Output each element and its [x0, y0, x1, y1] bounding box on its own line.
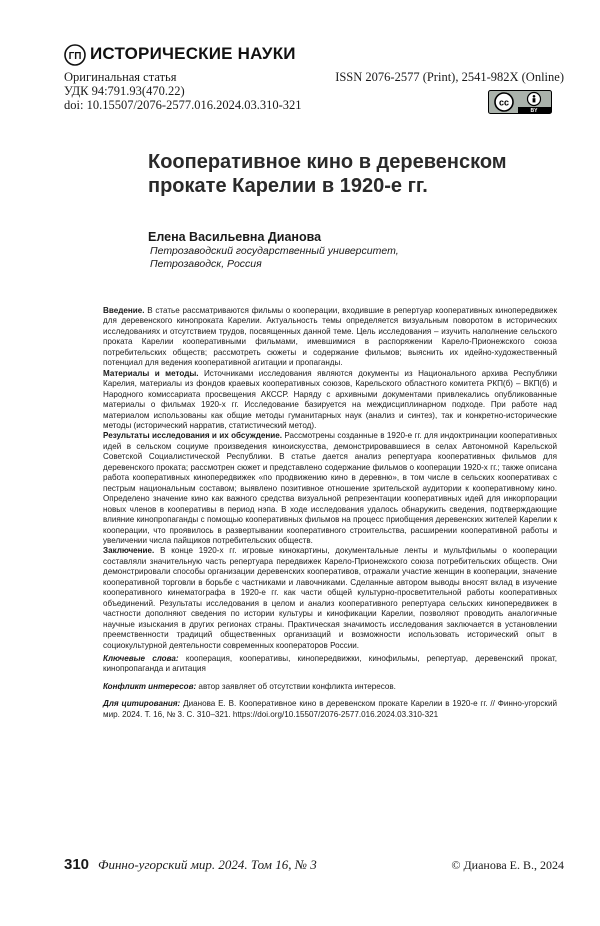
- article-type: Оригинальная статья: [64, 70, 177, 84]
- svg-text:BY: BY: [530, 108, 538, 114]
- methods-label: Материалы и методы.: [103, 368, 199, 378]
- citation-label: Для цитирования:: [103, 699, 181, 709]
- citation-text: Дианова Е. В. Кооперативное кино в деревенском прокате Карелии в 1920-е гг. // Финно-угорский мир. 2024. Т. 16, № 3. С. 310–321. https://doi.org/10.15507/2076-2577.016.2024.03.310-321: [103, 699, 557, 719]
- results-text: Рассмотрены созданные в 1920-е гг. для индоктринации кооперативных идей в сельском социуме произведения киноискусства, демонстрировавшиеся в селах Автономной Карельской Советской Социалистической Республики. В статье дается анализ репертуара кооперативных фильмов для деревенского проката; рассмотрен сюжет и представлено содержание фильмов о кооперации 1920-х гг.; также описана работа кооперативных кинопередвижек «по продвижению кино в деревню», в том числе в сельских кооперативах с пестрым национальным составом; выявлено позитивное отношение зрительской аудитории к кооперативному кино. Определено значение кино как важного средства визуальной репрезентации кооперативных идей для инкорпорации новых членов в кооперативы в период нэпа. В ходе исследования удалось обнаружить сведения, подтверждающие влияние кинопропаганды с помощью кооперативных фильмов на процесс приобщения деревенских жителей Карелии к кооперации, что проявилось в развертывании кооперативного строительства, расширении кооперативной работы и увеличении числа пайщиков потребительских обществ.: [103, 431, 557, 545]
- conflict-of-interest: [103, 682, 557, 692]
- keywords-text: кооперация, кооперативы, кинопередвижки, кинофильмы, репертуар, деревенский прокат, кинопропаганда и агитация: [103, 653, 557, 674]
- journal-issue: Финно-угорский мир. 2024. Том 16, № 3: [98, 857, 317, 872]
- abstract-results: [103, 431, 557, 546]
- intro-text: В статье рассматриваются фильмы о кооперации, входившие в репертуар кооперативных кинопередвижек для деревенского кинопроката Карелии. Актуальность темы определяется визуальным поворотом в исторических исследованиях и отсутствием трудов, посвященных данной теме. Цель исследования – изучить наполнение сельского проката Карелии кооперативными фильмами, имевшимися в распоряжении Карело-Прионежского союза потребительских обществ; рассмотреть сюжеты и содержание фильмов; выяснить их идейно-художественный потенциал для ведения кооперативной агитации и пропаганды.: [103, 306, 557, 368]
- issn-info: ISSN 2076-2577 (Print), 2541-982X (Online): [335, 70, 564, 84]
- conclusion-text: В конце 1920-х гг. игровые кинокартины, документальные ленты и мультфильмы о кооперации составляли значительную часть репертуара передвижек Карело-Прионежского союза потребительских обществ. Они демонстрировали способы организации деревенских кооперативов, отражали участие женщин в кооперации, значение кооперативной торговли в борьбе с частниками и лавочниками. Сделанные автором выводы вносят вклад в изучение кооперативного кинематографа в 1920-е гг. как части общей культурно-просветительной работы кооперативных объединений. Результаты исследования в целом и анализ кооперативного репертуара сельских кинопередвижек в частности дополняют сведения по истории культуры и кинофикации Карелии, позволяют проводить аналогичные научные изыскания в других регионах страны. Практическая значимость исследования заключается в установлении преемственности традиций общественных организаций и возможности использовать исторический опыт в социокультурной деятельности современных кооператоров России.: [103, 546, 557, 650]
- udk-code: УДК 94:791.93(470.22): [64, 84, 185, 98]
- abstract-introduction: [103, 306, 557, 369]
- keywords-label: Ключевые слова:: [103, 653, 179, 663]
- abstract: [103, 306, 557, 720]
- article-title: Кооперативное кино в деревенском прокате Карелии в 1920-е гг.: [148, 151, 507, 197]
- copyright-notice: © Дианова Е. В., 2024: [451, 858, 564, 872]
- conclusion-label: Заключение.: [103, 546, 155, 556]
- results-label: Результаты исследования и их обсуждение.: [103, 431, 283, 441]
- affiliation-city: Петрозаводск, Россия: [150, 258, 262, 270]
- author-name: Елена Васильевна Дианова: [148, 230, 322, 244]
- conflict-label: Конфликт интересов:: [103, 681, 197, 691]
- abstract-conclusion: [103, 546, 557, 651]
- page-number: 310: [64, 856, 90, 873]
- conflict-text: автор заявляет об отсутствии конфликта интересов.: [196, 681, 396, 691]
- citation: [103, 699, 557, 720]
- cc-by-license-badge[interactable]: [488, 90, 552, 114]
- journal-section-title: ИСТОРИЧЕСКИЕ НАУКИ: [90, 44, 296, 63]
- journal-logo: [64, 44, 86, 66]
- article-meta: [64, 70, 302, 112]
- doi-link[interactable]: doi: 10.15507/2076-2577.016.2024.03.310-321: [64, 98, 302, 112]
- abstract-methods: [103, 369, 557, 432]
- author-affiliation: [150, 245, 399, 271]
- affiliation-university: Петрозаводский государственный университет,: [150, 245, 399, 257]
- logo-text: ГП: [68, 51, 82, 62]
- svg-text:cc: cc: [498, 97, 510, 108]
- intro-label: Введение.: [103, 306, 145, 315]
- keywords: [103, 654, 557, 675]
- methods-text: Источниками исследования являются документы из Национального архива Республики Карелия, материалы из фондов краевых кооперативных союзов, Карельского областного комитета РКП(б) – ВКП(б) и Народного комиссариата просвещения АКССР. Наряду с архивными документами привлекались опубликованные материалы о фильмах 1920-х гг. Исследование базируется на междисциплинарном подходе. При работе над материалом использованы как общие методы гуманитарных наук (анализ и синтез), так и конкретно-исторические методы (исторический нарратив, статистический метод).: [103, 368, 557, 430]
